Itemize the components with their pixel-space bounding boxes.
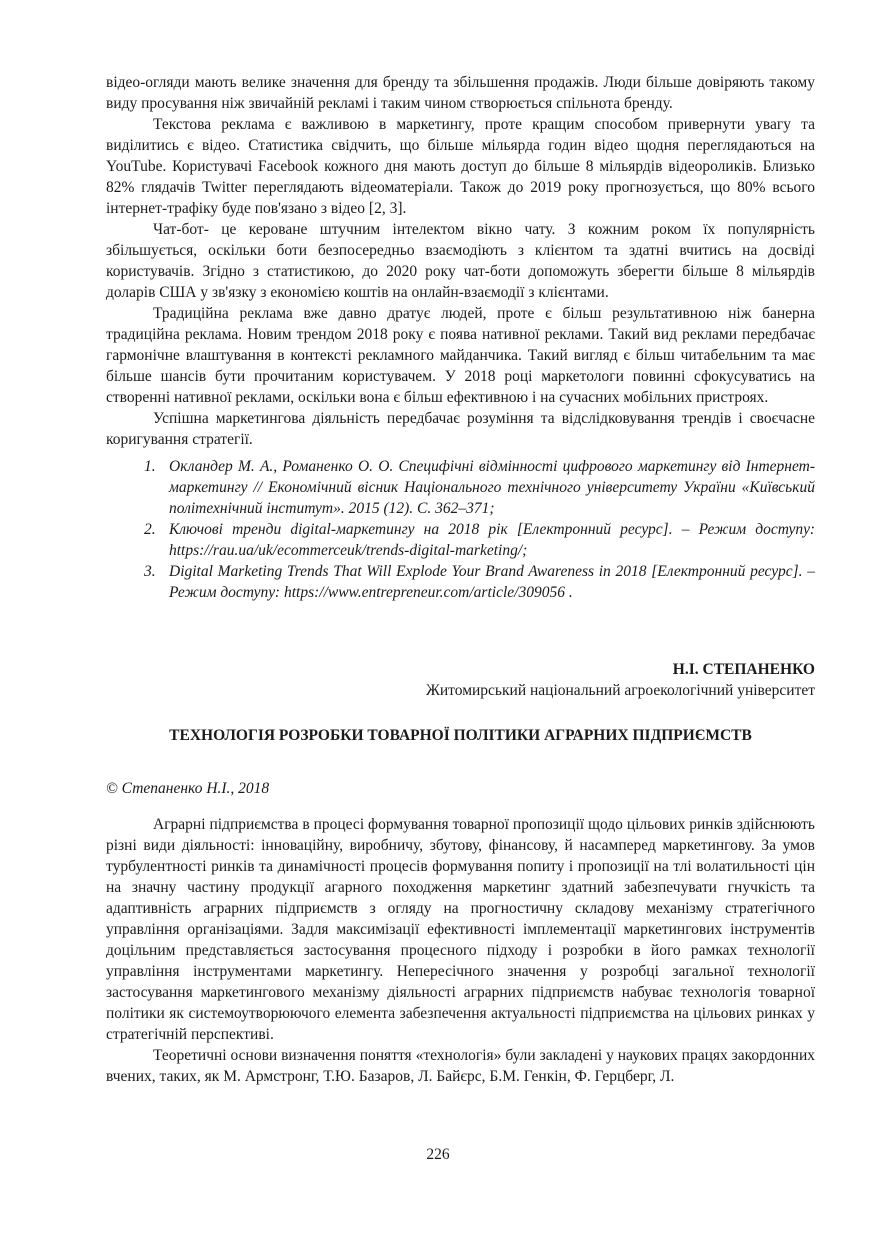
article-text <box>106 814 815 1087</box>
reference-item <box>144 519 815 561</box>
author-affiliation: Житомирський національний агроекологічний університет <box>425 682 815 699</box>
page-number: 226 <box>426 1146 450 1163</box>
paragraph: Успішна маркетингова діяльність передбачає розуміння та відслідковування трендів і своєчасне коригування стратегії. <box>106 410 815 448</box>
reference-item <box>144 456 815 519</box>
paragraph: Чат-бот- це кероване штучним інтелектом вікно чату. З кожним роком їх популярність збільшується, оскільки боти безпосередньо взаємодіють з клієнтом та здатні вчитись на досвіді користувачів. Згідно з статистикою, до 2020 року чат-боти допоможуть зберегти більше 8 мільярдів доларів США у зв'язку з економією коштів на онлайн-взаємодії з клієнтами. <box>106 221 815 301</box>
reference-number: 1. <box>144 458 156 475</box>
previous-article-text <box>106 72 815 450</box>
author-block <box>106 659 815 701</box>
reference-text: Ключові тренди digital-маркетингу на 2018 рік [Електронний ресурс]. – Режим доступу: https://rau.ua/uk/ecommerceuk/trends-digital-marketing/; <box>169 521 815 559</box>
copyright-line: © Степаненко Н.І., 2018 <box>106 780 270 797</box>
reference-text: Окландер М. А., Романенко О. О. Специфічні відмінності цифрового маркетингу від Інтернет-маркетингу // Економічний вісник Національного технічного університету України «Київський політехнічний інститут». 2015 (12). С. 362–371; <box>169 458 815 517</box>
reference-number: 3. <box>144 563 156 580</box>
author-name: Н.І. СТЕПАНЕНКО <box>672 661 815 678</box>
reference-item <box>144 561 815 603</box>
article-title: ТЕХНОЛОГІЯ РОЗРОБКИ ТОВАРНОЇ ПОЛІТИКИ АГРАРНИХ ПІДПРИЄМСТВ <box>169 727 752 744</box>
paragraph: Аграрні підприємства в процесі формування товарної пропозиції щодо цільових ринків здійснюють різні види діяльності: інноваційну, виробничу, збутову, фінансову, й насамперед маркетингову. За умов турбулентності ринків та динамічності процесів формування попиту і пропозиції на тлі волатильності цін на значну частину продукції агарного походження маркетинг здатний забезпечувати гнучкість та адаптивність аграрних підприємств з огляду на прогностичну складову механізму стратегічного управління організаціями. Задля максимізації ефективності імплементації маркетингових інструментів доцільним представляється застосування процесного підходу і розробки в його рамках технології управління інструментами маркетингу. Непересічного значення у розробці загальної технології застосування маркетингового механізму діяльності аграрних підприємств набуває технологія товарної політики як системоутворюючого елемента забезпечення актуальності підприємства на цільових ринках у стратегічній перспективі. <box>106 816 815 1043</box>
paragraph: Теоретичні основи визначення поняття «технологія» були закладені у наукових працях закордонних вчених, таких, як М. Армстронг, Т.Ю. Базаров, Л. Байєрс, Б.М. Генкін, Ф. Герцберг, Л. <box>106 1047 815 1085</box>
reference-number: 2. <box>144 521 156 538</box>
paragraph: Традиційна реклама вже давно дратує людей, проте є більш результативною ніж банерна традиційна реклама. Новим трендом 2018 року є поява нативної реклами. Такий вид реклами передбачає гармонічне влаштування в контексті рекламного майданчика. Такий вигляд є більш читабельним та має більше шансів бути прочитаним користувачем. У 2018 році маркетологи повинні сфокусуватись на створенні нативної реклами, оскільки вона є більш ефективною і на сучасних мобільних пристроях. <box>106 305 815 406</box>
reference-text: Digital Marketing Trends That Will Explode Your Brand Awareness in 2018 [Електронний ресурс]. – Режим доступу: https://www.entrepreneur.com/article/309056 . <box>169 563 815 601</box>
references-list <box>106 456 815 603</box>
paragraph: Текстова реклама є важливою в маркетингу, проте кращим способом привернути увагу та виділитись є відео. Статистика свідчить, що більше мільярда годин відео щодня переглядаються на YouTube. Користувачі Facebook кожного дня мають доступ до більше 8 мільярдів відеороликів. Близько 82% глядачів Twitter переглядають відеоматеріали. Також до 2019 року прогнозується, що 80% всього інтернет-трафіку буде пов'язано з відео [2, 3]. <box>106 116 815 217</box>
paragraph: відео-огляди мають велике значення для бренду та збільшення продажів. Люди більше довіряють такому виду просування ніж звичайній рекламі і таким чином створюється спільнота бренду. <box>106 74 815 112</box>
